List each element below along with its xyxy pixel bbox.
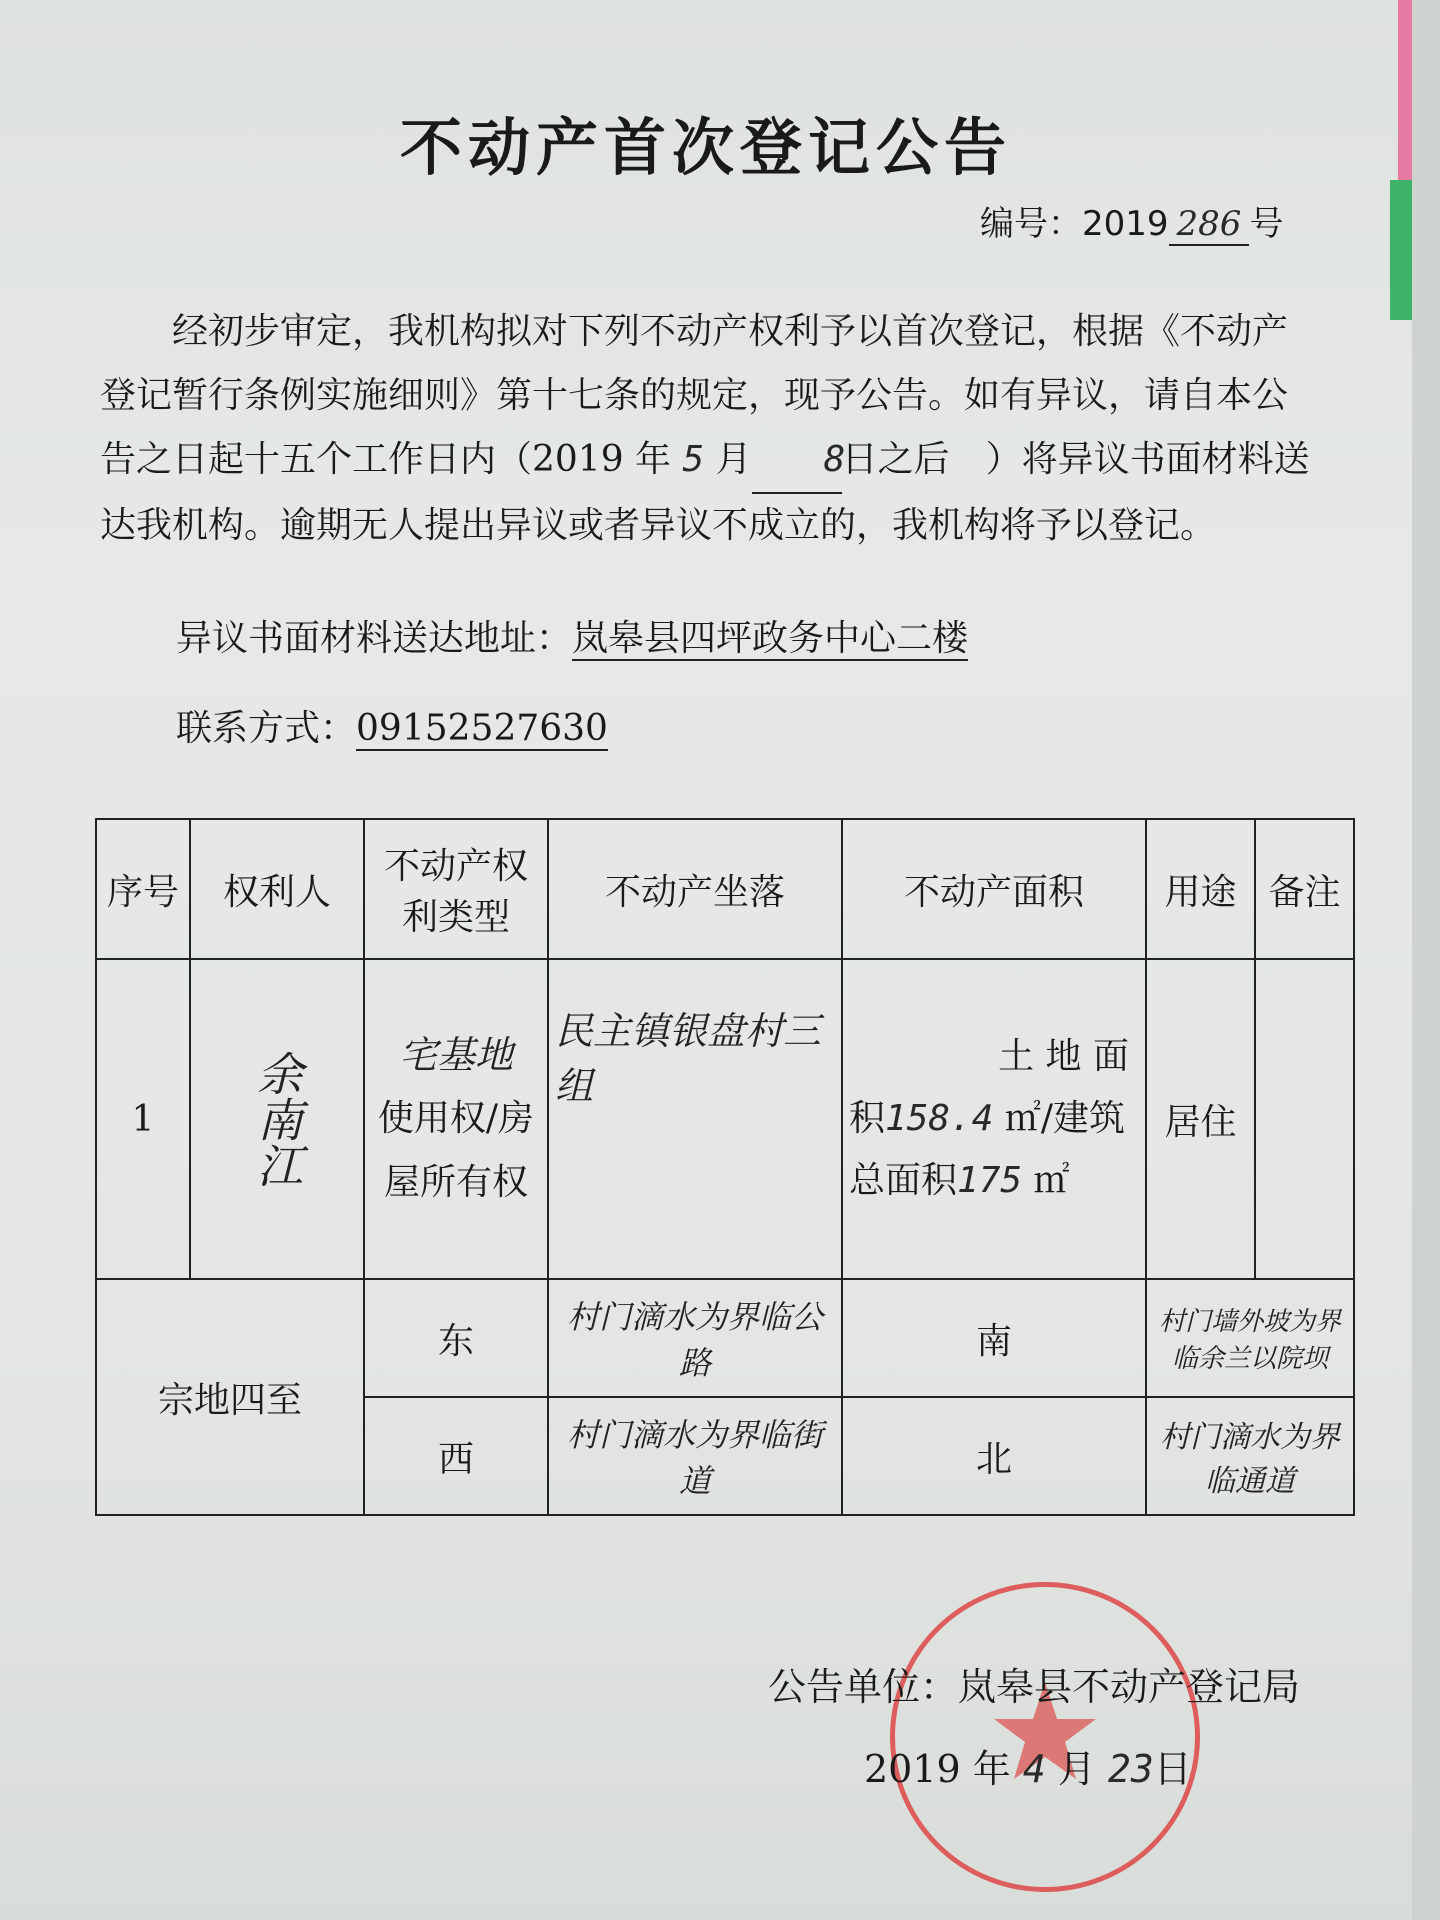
issuer-label: 公告单位： bbox=[768, 1665, 959, 1709]
date-month-unit: 月 bbox=[1057, 1747, 1096, 1791]
registration-table bbox=[95, 818, 1355, 1516]
doc-number-prefix: 编号：2019 bbox=[980, 204, 1169, 244]
right-type-printed: 使用权/房屋所有权 bbox=[377, 1098, 535, 1203]
header-right-type: 不动产权利类型 bbox=[364, 819, 548, 959]
header-seq: 序号 bbox=[96, 819, 190, 959]
contact-info bbox=[176, 700, 608, 751]
area-line-2 bbox=[849, 1088, 1139, 1150]
east-label: 东 bbox=[364, 1279, 548, 1397]
address-value: 岚皋县四坪政务中心二楼 bbox=[572, 618, 969, 659]
cell-location: 民主镇银盘村三组 bbox=[548, 959, 842, 1279]
address-label: 异议书面材料送达地址： bbox=[176, 618, 573, 659]
header-holder: 权利人 bbox=[190, 819, 364, 959]
area-line3-prefix: 总面积 bbox=[849, 1160, 958, 1201]
objection-month: 5 bbox=[682, 439, 705, 480]
west-value: 村门滴水为界临街道 bbox=[548, 1397, 842, 1515]
cell-seq: 1 bbox=[96, 959, 190, 1279]
doc-number-suffix: 号 bbox=[1249, 204, 1284, 244]
official-seal bbox=[890, 1582, 1200, 1892]
area-line2-suffix: ㎡/建筑 bbox=[993, 1098, 1125, 1139]
east-value: 村门滴水为界临公路 bbox=[548, 1279, 842, 1397]
north-value: 村门滴水为界临通道 bbox=[1146, 1397, 1354, 1515]
header-note: 备注 bbox=[1255, 819, 1354, 959]
header-use: 用途 bbox=[1146, 819, 1255, 959]
right-type-handwritten: 宅基地 bbox=[398, 1033, 513, 1077]
document-number bbox=[980, 196, 1283, 246]
objection-address bbox=[176, 610, 968, 661]
objection-day: 8 bbox=[752, 428, 842, 494]
land-area-value: 158.4 bbox=[885, 1098, 994, 1139]
paragraph-text-3: 日之后 ）将异议书面材料送达我机构。逾期无人提出异议或者异议不成立的，我机构将予以登记。 bbox=[100, 439, 1310, 546]
date-day-unit: 日 bbox=[1153, 1747, 1192, 1791]
contact-label: 联系方式： bbox=[176, 708, 357, 749]
boundary-row-1 bbox=[96, 1279, 1354, 1397]
building-area-value: 175 bbox=[957, 1160, 1023, 1201]
document-title: 不动产首次登记公告 bbox=[399, 111, 1012, 184]
paragraph-text-1: 经初步审定，我机构拟对下列不动产权利予以首次登记，根据《不动产登记暂行条例实施细则》第十七条的规定，现予公告。如有异议，请自本公告之日起十五个工作日内（2019 年 bbox=[100, 311, 1289, 480]
edge-strip-green bbox=[1390, 180, 1412, 320]
table-row bbox=[96, 959, 1354, 1279]
paragraph-text-2: 月 bbox=[704, 439, 752, 480]
area-line3-suffix: ㎡ bbox=[1022, 1160, 1070, 1201]
cell-holder: 余南江 bbox=[190, 959, 364, 1279]
area-line-3 bbox=[849, 1150, 1139, 1212]
cell-use: 居住 bbox=[1146, 959, 1255, 1279]
table-header-row bbox=[96, 819, 1354, 959]
date-day: 23 bbox=[1107, 1747, 1154, 1791]
issuer bbox=[768, 1656, 1300, 1711]
west-label: 西 bbox=[364, 1397, 548, 1515]
north-label: 北 bbox=[842, 1397, 1146, 1515]
header-area: 不动产面积 bbox=[842, 819, 1146, 959]
south-value: 村门墙外坡为界临余兰以院坝 bbox=[1146, 1279, 1354, 1397]
boundary-label: 宗地四至 bbox=[96, 1279, 364, 1515]
notice-paragraph bbox=[100, 300, 1310, 558]
cell-area bbox=[842, 959, 1146, 1279]
cell-right-type bbox=[364, 959, 548, 1279]
area-line2-prefix: 积 bbox=[849, 1098, 886, 1139]
cell-note bbox=[1255, 959, 1354, 1279]
seal-star-icon bbox=[895, 1587, 1195, 1887]
area-line-1: 土 地 面 bbox=[998, 1036, 1129, 1077]
header-location: 不动产坐落 bbox=[548, 819, 842, 959]
date-month: 4 bbox=[1022, 1747, 1046, 1791]
contact-phone: 09152527630 bbox=[356, 708, 608, 749]
doc-number-handwritten: 286 bbox=[1169, 204, 1250, 246]
south-label: 南 bbox=[842, 1279, 1146, 1397]
issue-date bbox=[864, 1738, 1192, 1793]
issuer-name: 岚皋县不动产登记局 bbox=[958, 1665, 1301, 1709]
date-year: 2019 年 bbox=[864, 1747, 1011, 1791]
